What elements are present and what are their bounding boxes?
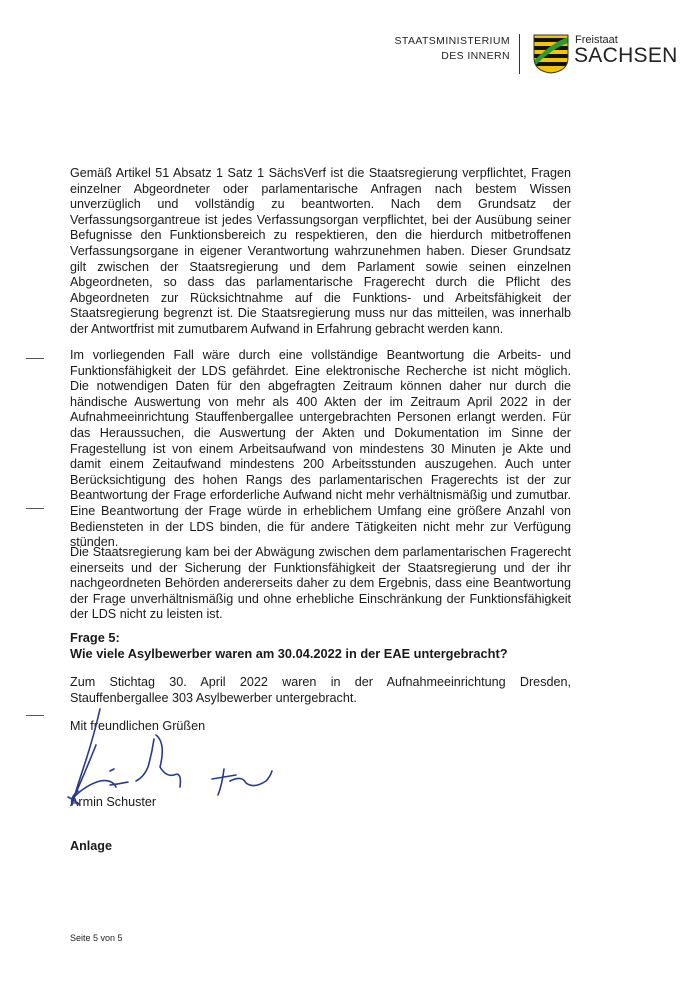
punch-mark — [26, 508, 44, 509]
ministry-line-1: STAATSMINISTERIUM — [394, 35, 510, 47]
signer-name: Armin Schuster — [70, 795, 157, 809]
answer-paragraph: Zum Stichtag 30. April 2022 waren in der Aufnahmeeinrichtung Dresden, Stauffenbergallee 303 Asylbewerber untergebracht. — [70, 675, 571, 705]
question-text: Wie viele Asylbewerber waren am 30.04.2022 in der EAE untergebracht? — [70, 646, 508, 661]
paragraph-legal-basis: Gemäß Artikel 51 Absatz 1 Satz 1 SächsVerf ist die Staatsregierung verpflichtet, Fragen einzelner Abgeordneter oder parlamentarische Anfragen nach bestem Wissen unverzüglich und vollständig zu beantworten. Nach dem Grundsatz der Verfassungsorgantreue ist jedes Verfassungsorgan verpflichtet, bei der Ausübung seiner Befugnisse den Funktionsbereich zu respektieren, den die hierdurch mitbetroffenen Verfassungsorgane in eigener Verantwortung wahrzunehmen haben. Dieser Grundsatz gilt zwischen der Staatsregierung und dem Parlament sowie seinen einzelnen Abgeordneten, so dass das parlamentarische Fragerecht durch die Pflicht des Abgeordneten zur Rücksichtnahme auf die Funktions- und Arbeitsfähigkeit der Staatsregierung begrenzt ist. Die Staatsregierung muss nur das mitteilen, was innerhalb der Antwortfrist mit zumutbarem Aufwand in Erfahrung gebracht werden kann. — [70, 166, 571, 336]
ministry-line-2: DES INNERN — [441, 50, 510, 62]
header-divider — [519, 34, 520, 74]
paragraph-case-assessment: Im vorliegenden Fall wäre durch eine vollständige Beantwortung die Arbeits- und Funktionsfähigkeit der LDS gefährdet. Eine elektronische Recherche ist nicht möglich. Die notwendigen Daten für den abgefragten Zeitraum können daher nur durch die händische Auswertung von mehr als 400 Akten der im Zeitraum April 2022 in der Aufnahmeeinrichtung Stauffenbergallee untergebrachten Personen erlangt werden. Für das Heraussuchen, die Auswertung der Akten und Dokumentation im Sinne der Fragestellung ist von einem Arbeitsaufwand von mindestens 30 Minuten je Akte und damit einem Zeitaufwand mindestens 200 Arbeitsstunden auszugehen. Auch unter Berücksichtigung des hohen Rangs des parlamentarischen Fragerechts ist der zur Beantwortung der Frage erforderliche Aufwand nicht mehr verhältnismäßig und zumutbar. Eine Beantwortung der Frage würde in erheblichem Umfang eine größere Anzahl von Bediensteten in der LDS binden, die für andere Tätigkeiten nicht mehr zur Verfügung stünden. — [70, 348, 571, 550]
ministry-name — [395, 34, 511, 64]
attachment-label: Anlage — [70, 839, 112, 853]
fold-mark-lower — [26, 715, 44, 716]
handwritten-signature — [56, 705, 286, 820]
question-label: Frage 5: — [70, 630, 120, 645]
closing-greeting: Mit freundlichen Grüßen — [70, 719, 206, 733]
paragraph-conclusion: Die Staatsregierung kam bei der Abwägung zwischen dem parlamentarischen Fragerecht einerseits und der Sicherung der Funktionsfähigkeit der Staatsregierung und der ihr nachgeordneten Behörden andererseits daher zu dem Ergebnis, dass eine Beantwortung der Frage unverhältnismäßig und ohne erhebliche Einschränkung der Funktionsfähigkeit der LDS nicht zu leisten ist. — [70, 545, 571, 622]
state-name-small: Freistaat — [575, 34, 618, 46]
fold-mark — [26, 358, 44, 359]
state-name-large: SACHSEN — [574, 44, 678, 67]
page-number: Seite 5 von 5 — [70, 933, 123, 943]
saxony-coat-of-arms-icon — [533, 34, 569, 74]
